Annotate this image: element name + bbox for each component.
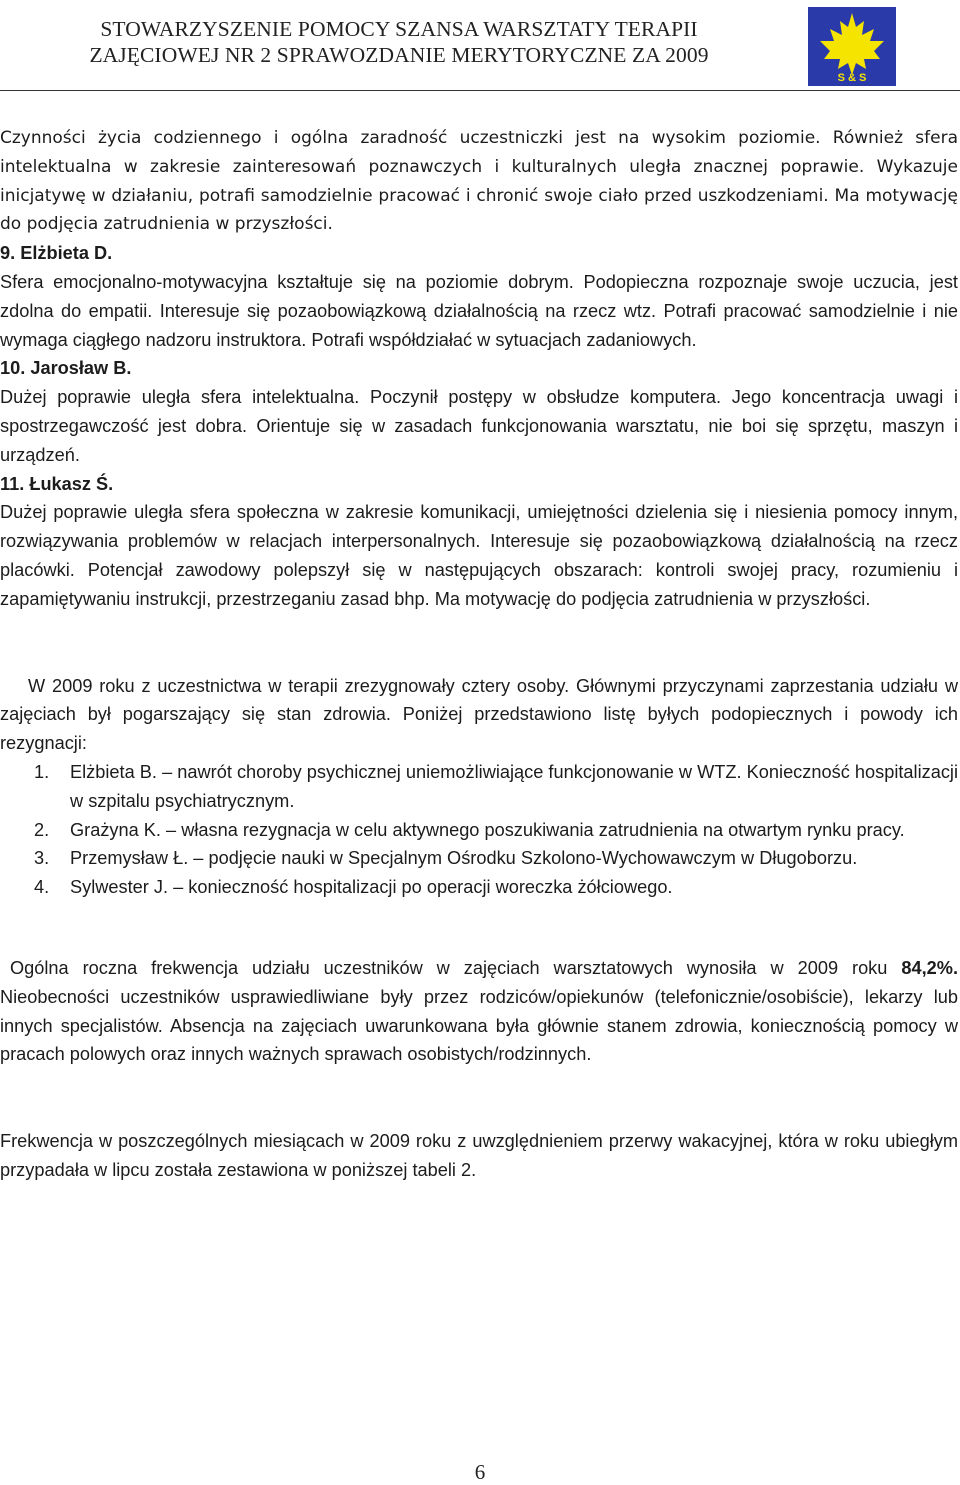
list-item-number: 2.: [34, 819, 50, 840]
list-item: [0, 758, 958, 816]
document-body: [0, 124, 958, 1185]
header-title-line-2: ZAJĘCIOWEJ NR 2 SPRAWOZDANIE MERYTORYCZNE ZA 2009: [89, 43, 709, 67]
participant-name: 10. Jarosław B.: [0, 358, 132, 379]
spacer: [0, 1069, 958, 1127]
participant-description: Sfera emocjonalno-motywacyjna kształtuje się na poziomie dobrym. Podopieczna rozpoznaje swoje uczucia, jest zdolna do empatii. Interesuje się pozaobowiązkową działalnością na rzecz wtz. Potrafi pracować samodzielnie i nie wymaga ciągłego nadzoru instruktora. Potrafi współdziałać w sytuacjach zadaniowych.: [0, 271, 958, 350]
page-header: [0, 0, 960, 96]
list-item-text: Sylwester J. – konieczność hospitalizacji po operacji woreczka żółciowego.: [70, 877, 673, 898]
list-item-text: Przemysław Ł. – podjęcie nauki w Specjalnym Ośrodku Szkolono-Wychowawczym w Długoborzu.: [70, 848, 858, 869]
list-item: [0, 873, 958, 902]
participant-description: Dużej poprawie uległa sfera intelektualna. Poczynił postępy w obsłudze komputera. Jego koncentracja uwagi i spostrzegawczość jest dobra. Orientuje się w zasadach funkcjonowania warsztatu, nie boi się sprzętu, maszyn i urządzeń.: [0, 387, 958, 465]
attendance-paragraph: [0, 954, 958, 1069]
resignations-intro: W 2009 roku z uczestnictwa w terapii zrezygnowały cztery osoby. Głównymi przyczynami zaprzestania udziału w zajęciach był pogarszający się stan zdrowia. Poniżej przedstawiono listę byłych podopiecznych i powody ich rezygnacji:: [0, 675, 958, 754]
continuation-paragraph: Czynności życia codziennego i ogólna zaradność uczestniczki jest na wysokim poziomie. Również sfera intelektualna w zakresie zainteresowań poznawczych i kulturalnych uległa znacznej poprawie. Wykazuje inicjatywę w działaniu, potrafi samodzielnie pracować i chronić swoje ciało przed uszkodzeniami. Ma motywację do podjęcia zatrudnienia w przyszłości.: [0, 128, 958, 235]
participant-description: Dużej poprawie uległa sfera społeczna w zakresie komunikacji, umiejętności dzielenia się i niesienia pomocy innym, rozwiązywania problemów w relacjach interpersonalnych. Interesuje się pozaobowiązkową działalnością na rzecz placówki. Potencjał zawodowy polepszył się w następujących obszarach: kontroli swojej pracy, rozumieniu i zapamiętywaniu instrukcji, przestrzeganiu zasad bhp. Ma motywację do podjęcia zatrudnienia w przyszłości.: [0, 502, 958, 609]
header-divider: [0, 90, 960, 91]
header-title-line-1: STOWARZYSZENIE POMOCY SZANSA WARSZTATY TERAPII: [100, 17, 698, 41]
list-item-number: 1.: [34, 761, 50, 782]
list-item: [0, 844, 958, 873]
list-item-number: 4.: [34, 877, 50, 898]
list-item-text: Elżbieta B. – nawrót choroby psychicznej uniemożliwiające funkcjonowanie w WTZ. Konieczność hospitalizacji w szpitalu psychiatrycznym.: [70, 761, 958, 811]
participant-name: 11. Łukasz Ś.: [0, 473, 114, 494]
logo-text: S & S: [837, 72, 867, 84]
resignations-list: [0, 758, 958, 902]
monthly-attendance-paragraph: Frekwencja w poszczególnych miesiącach w 2009 roku z uwzględnieniem przerwy wakacyjnej, która w roku ubiegłym przypadała w lipcu została zestawiona w poniższej tabeli 2.: [0, 1131, 958, 1180]
page-number: 6: [474, 1460, 486, 1484]
attendance-text-end: Nieobecności uczestników usprawiedliwiane były przez rodziców/opiekunów (telefonicznie/osobiście), lekarzy lub innych specjalistów. Absencja na zajęciach uwarunkowana była głównie stanem zdrowia, koniecznością pomocy w pracach polowych oraz innych ważnych sprawach osobistych/rodzinnych.: [0, 986, 958, 1065]
list-item: [0, 816, 958, 845]
spacer: [0, 902, 958, 954]
attendance-text-start: Ogólna roczna frekwencja udziału uczestników w zajęciach warsztatowych wynosiła w 2009 roku: [10, 957, 888, 978]
participant-name: 9. Elżbieta D.: [0, 243, 113, 264]
spacer: [0, 614, 958, 672]
list-item-text: Grażyna K. – własna rezygnacja w celu aktywnego poszukiwania zatrudnienia na otwartym rynku pracy.: [70, 819, 905, 840]
header-title: [4, 16, 794, 68]
association-logo: [808, 7, 896, 86]
list-item-number: 3.: [34, 848, 50, 869]
attendance-value: 84,2%.: [901, 957, 958, 978]
